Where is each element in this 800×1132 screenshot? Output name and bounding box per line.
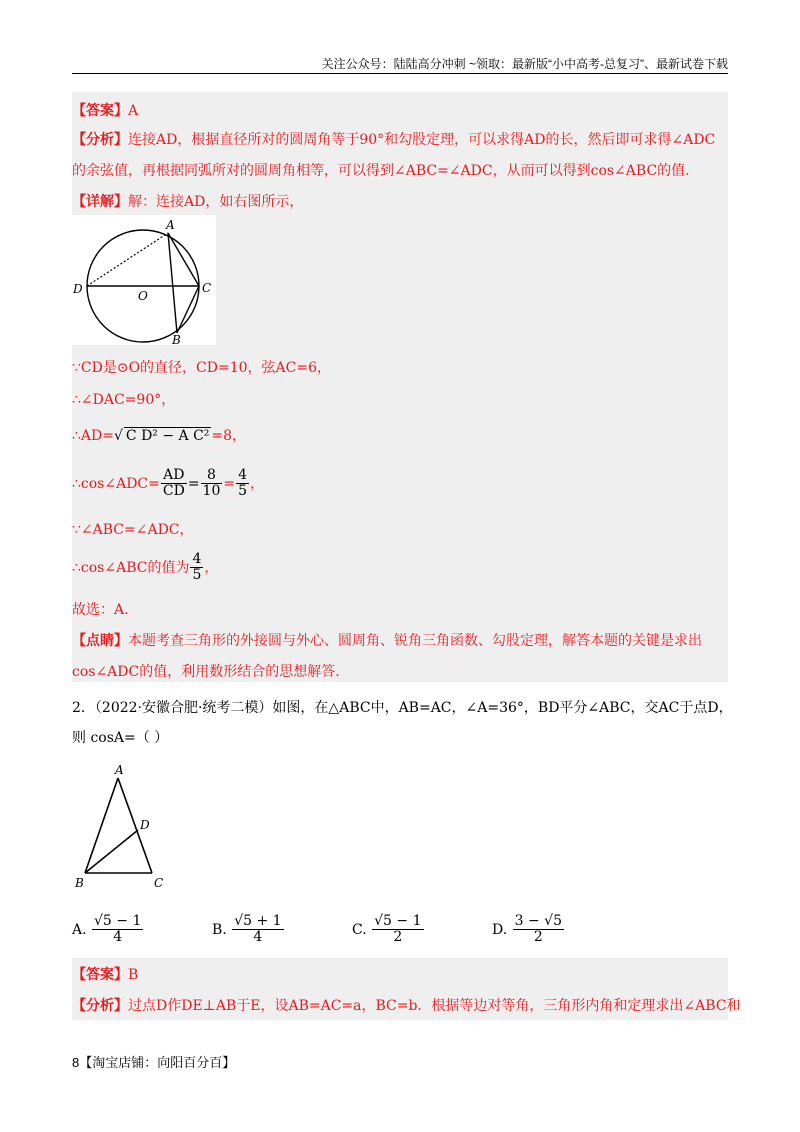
option-c-label: C. bbox=[352, 921, 367, 938]
label-o: O bbox=[138, 289, 148, 303]
label-a-2: A bbox=[115, 763, 124, 777]
step-6-post: ， bbox=[204, 559, 219, 576]
frac-cd: CD bbox=[162, 483, 185, 500]
comment1-line1 bbox=[72, 630, 702, 650]
option-a-den: 4 bbox=[113, 929, 123, 946]
option-b-den: 4 bbox=[253, 929, 263, 946]
eq-2: = bbox=[223, 475, 236, 492]
choose1: 故选：A. bbox=[72, 602, 129, 618]
option-a-label: A. bbox=[72, 921, 87, 938]
page-footer: 8【淘宝店铺：向阳百分百】 bbox=[72, 1055, 236, 1070]
step-6-pre: ∴cos∠ABC的值为 bbox=[72, 559, 190, 576]
step-3-pre: ∴AD= bbox=[72, 428, 114, 444]
step-4-pre: ∴cos∠ADC= bbox=[72, 475, 160, 492]
page-header: 关注公众号：陆陆高分冲刺 ~领取：最新版“小中高考-总复习”、最新试卷下载 bbox=[321, 57, 728, 71]
step-3-post: =8， bbox=[211, 428, 247, 444]
step-6 bbox=[72, 552, 218, 584]
triangle-figure bbox=[72, 760, 182, 895]
step-3-radicand: C D² − A C² bbox=[125, 428, 210, 444]
step-4-post: ， bbox=[250, 475, 265, 492]
option-a[interactable] bbox=[72, 914, 144, 946]
answer1-value: A bbox=[128, 103, 139, 119]
label-c: C bbox=[202, 281, 212, 295]
circle-figure bbox=[72, 215, 216, 345]
q2-line2: 则 cosA=（ ） bbox=[72, 730, 169, 746]
step-2: ∴∠DAC=90°， bbox=[72, 392, 176, 408]
circle-figure-bg bbox=[72, 215, 216, 345]
frac-5: 5 bbox=[238, 483, 248, 500]
detail1-line bbox=[72, 191, 303, 211]
option-c-frac bbox=[372, 914, 423, 946]
option-a-num: √5 − 1 bbox=[94, 913, 142, 929]
answer2-tag: 【答案】 bbox=[72, 966, 128, 982]
answer2-value: B bbox=[128, 967, 139, 983]
option-d-num: 3 − √5 bbox=[514, 913, 563, 929]
answer2-line bbox=[72, 964, 138, 984]
comment1-text1: 本题考查三角形的外接圆与外心、圆周角、锐角三角函数、勾股定理，解答本题的关键是求出 bbox=[128, 633, 702, 649]
frac-ad-cd bbox=[161, 468, 187, 500]
comment1-tag: 【点睛】 bbox=[72, 632, 128, 648]
frac-4-5-b bbox=[190, 552, 203, 584]
frac-4-5 bbox=[236, 468, 249, 500]
step-3: ∴AD=√ C D² − A C² =8， bbox=[72, 428, 247, 444]
option-a-frac bbox=[92, 914, 143, 946]
frac-8-10 bbox=[201, 468, 223, 500]
option-b[interactable] bbox=[212, 914, 285, 946]
option-c-den: 2 bbox=[393, 929, 403, 946]
comment1-line2: cos∠ADC的值，利用数形结合的思想解答. bbox=[72, 664, 340, 680]
option-c-num: √5 − 1 bbox=[374, 913, 422, 929]
option-d[interactable] bbox=[492, 914, 565, 946]
analysis1-line2: 的余弦值，再根据同弧所对的圆周角相等，可以得到∠ABC=∠ADC，从而可以得到cos∠ABC的值. bbox=[72, 163, 690, 179]
label-d: D bbox=[73, 282, 83, 296]
option-b-num: √5 + 1 bbox=[234, 913, 282, 929]
option-b-frac bbox=[232, 914, 283, 946]
option-c[interactable] bbox=[352, 914, 425, 946]
answer1-line bbox=[72, 100, 138, 120]
analysis2-line1 bbox=[72, 995, 741, 1015]
label-d-2: D bbox=[140, 818, 150, 832]
q2-line1: 2．（2022·安徽合肥·统考二模）如图，在△ABC中，AB=AC，∠A=36°，BD平分∠ABC，交AC于点D， bbox=[72, 700, 733, 716]
analysis1-tag: 【分析】 bbox=[72, 131, 128, 147]
label-c-2: C bbox=[154, 876, 164, 890]
option-d-label: D. bbox=[492, 921, 508, 938]
step-1: ∵CD是⊙O的直径，CD=10，弦AC=6， bbox=[72, 360, 331, 376]
answer1-tag: 【答案】 bbox=[72, 102, 128, 118]
option-d-den: 2 bbox=[533, 929, 543, 946]
frac-ad: AD bbox=[161, 468, 187, 484]
frac-4-b: 4 bbox=[192, 551, 202, 567]
frac-8: 8 bbox=[201, 468, 223, 484]
label-b-2: B bbox=[75, 876, 84, 890]
step-4 bbox=[72, 468, 264, 500]
detail1-text: 解：连接AD，如右图所示， bbox=[128, 194, 304, 210]
option-b-label: B. bbox=[212, 921, 227, 938]
detail1-tag: 【详解】 bbox=[72, 193, 128, 209]
frac-10: 10 bbox=[202, 483, 221, 500]
eq-1: = bbox=[187, 475, 200, 492]
frac-5-b: 5 bbox=[192, 567, 202, 584]
analysis2-text1: 过点D作DE⊥AB于E，设AB=AC=a，BC=b．根据等边对等角，三角形内角和定理求出∠ABC和 bbox=[128, 998, 741, 1014]
answer-box bbox=[72, 92, 728, 682]
header-rule bbox=[72, 73, 728, 74]
analysis1-line1 bbox=[72, 129, 715, 149]
frac-4: 4 bbox=[238, 467, 248, 483]
step-5: ∵∠ABC=∠ADC， bbox=[72, 522, 194, 538]
label-b: B bbox=[172, 333, 181, 345]
option-d-frac bbox=[513, 914, 564, 946]
analysis2-tag: 【分析】 bbox=[72, 997, 128, 1013]
analysis1-text1: 连接AD，根据直径所对的圆周角等于90°和勾股定理，可以求得AD的长，然后即可求得∠ADC bbox=[128, 132, 716, 148]
label-a: A bbox=[166, 218, 175, 232]
